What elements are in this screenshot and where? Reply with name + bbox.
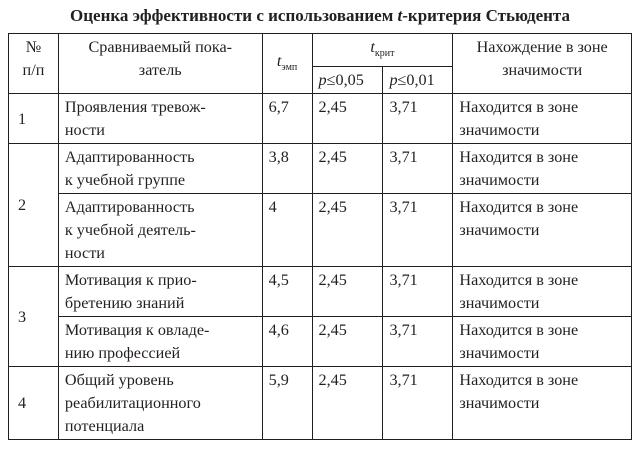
p005-cell: 2,45 — [312, 267, 383, 317]
t-emp-cell: 4 — [262, 194, 312, 267]
indicator-line: к учебной деятель- — [64, 221, 196, 239]
header-t-krit-sub: крит — [374, 48, 395, 59]
header-t-krit-symbol: t — [370, 38, 375, 56]
zone-cell — [453, 94, 632, 144]
t-emp-cell: 6,7 — [262, 94, 312, 144]
zone-line: значимости — [459, 121, 540, 139]
header-num-line1: № — [25, 38, 42, 56]
table-row — [9, 367, 632, 440]
indicator-cell — [58, 144, 262, 194]
p005-cell: 2,45 — [312, 194, 383, 267]
zone-line: значимости — [459, 294, 540, 312]
title-suffix: -критерия Стьюдента — [402, 6, 570, 25]
zone-line: значимости — [459, 394, 540, 412]
p005-cell: 2,45 — [312, 144, 383, 194]
indicator-line: бретению знаний — [64, 294, 185, 312]
zone-line: Находится в зоне — [459, 321, 579, 339]
zone-line: значимости — [459, 344, 540, 362]
t-emp-cell: 3,8 — [262, 144, 312, 194]
header-indicator-line2: затель — [138, 61, 182, 79]
t-emp-cell: 5,9 — [262, 367, 312, 440]
p005-cell: 2,45 — [312, 317, 383, 367]
indicator-cell — [58, 267, 262, 317]
zone-cell — [453, 267, 632, 317]
zone-cell — [453, 317, 632, 367]
header-p001-symbol: p — [389, 71, 398, 89]
header-t-emp-sub: эмп — [281, 61, 298, 73]
table-row — [9, 194, 632, 267]
p001-cell: 3,71 — [383, 367, 453, 440]
table-row — [9, 317, 632, 367]
zone-line: Находится в зоне — [459, 148, 579, 166]
row-number: 4 — [9, 367, 59, 440]
p005-cell: 2,45 — [312, 94, 383, 144]
t-emp-cell: 4,6 — [262, 317, 312, 367]
header-num — [9, 34, 59, 94]
indicator-line: Общий уровень — [64, 371, 174, 389]
indicator-line: Адаптированность — [64, 198, 195, 216]
zone-line: значимости — [459, 221, 540, 239]
zone-cell — [453, 144, 632, 194]
zone-cell — [453, 367, 632, 440]
zone-line: Находится в зоне — [459, 198, 579, 216]
p001-cell: 3,71 — [383, 194, 453, 267]
indicator-line: ности — [64, 244, 105, 262]
header-p001 — [383, 67, 453, 94]
p001-cell: 3,71 — [383, 144, 453, 194]
indicator-cell — [58, 317, 262, 367]
header-num-line2: п/п — [22, 61, 45, 79]
t-emp-cell: 4,5 — [262, 267, 312, 317]
header-p005-symbol: p — [318, 71, 327, 89]
zone-cell — [453, 194, 632, 267]
indicator-line: Проявления тревож- — [64, 98, 206, 116]
indicator-line: ности — [64, 121, 105, 139]
header-t-emp-symbol: t — [276, 51, 282, 70]
header-zone — [453, 34, 632, 94]
row-number: 1 — [9, 94, 59, 144]
header-t-krit — [312, 34, 453, 67]
row-number: 2 — [9, 144, 59, 267]
indicator-cell — [58, 194, 262, 267]
indicator-line: к учебной группе — [64, 171, 186, 189]
header-zone-line2: значимости — [502, 61, 583, 79]
title-prefix: Оценка эффективности с использованием — [70, 6, 398, 25]
table-row — [9, 144, 632, 194]
header-p001-rest: ≤0,01 — [397, 71, 435, 89]
table-title — [0, 0, 640, 30]
indicator-line: реабилитационного — [64, 394, 201, 412]
row-number: 3 — [9, 267, 59, 367]
table-row — [9, 94, 632, 144]
indicator-line: Мотивация к прио- — [64, 271, 197, 289]
header-p005 — [312, 67, 383, 94]
indicator-line: Мотивация к овладе- — [64, 321, 210, 339]
indicator-line: нию профессией — [64, 344, 181, 362]
header-indicator-line1: Сравниваемый пока- — [88, 38, 233, 56]
t-test-table — [8, 33, 632, 440]
table-row — [9, 267, 632, 317]
p001-cell: 3,71 — [383, 94, 453, 144]
title-italic-t: t — [397, 6, 403, 25]
header-zone-line1: Нахождение в зоне — [476, 38, 608, 56]
indicator-cell — [58, 94, 262, 144]
zone-line: Находится в зоне — [459, 98, 579, 116]
zone-line: значимости — [459, 171, 540, 189]
p001-cell: 3,71 — [383, 267, 453, 317]
p005-cell: 2,45 — [312, 367, 383, 440]
header-p005-rest: ≤0,05 — [326, 71, 364, 89]
zone-line: Находится в зоне — [459, 271, 579, 289]
indicator-line: потенциала — [64, 417, 145, 435]
table-body — [9, 94, 632, 440]
p001-cell: 3,71 — [383, 317, 453, 367]
zone-line: Находится в зоне — [459, 371, 579, 389]
header-row-1 — [9, 34, 632, 67]
indicator-line: Адаптированность — [64, 148, 195, 166]
header-t-emp — [262, 34, 312, 94]
indicator-cell — [58, 367, 262, 440]
header-indicator — [58, 34, 262, 94]
